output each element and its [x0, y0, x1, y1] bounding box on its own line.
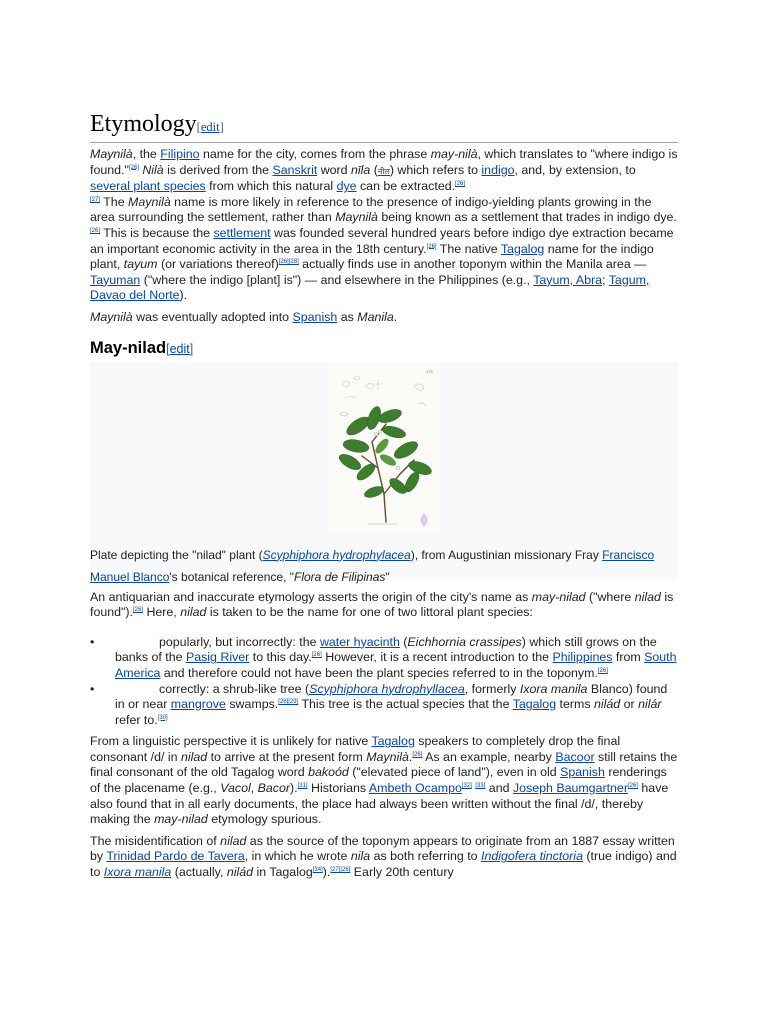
italic-text: bakoód	[308, 765, 349, 780]
italic-text: Maynilà	[128, 194, 171, 209]
svg-text:475: 475	[426, 368, 433, 374]
wiki-link[interactable]: Joseph Baumgartner	[512, 781, 628, 796]
reference-link[interactable]: [26]	[597, 667, 608, 674]
wiki-link[interactable]: Francisco Manuel Blanco	[90, 547, 655, 584]
paragraph: An antiquarian and inaccurate etymology asserts the origin of the city's name as may-nilad ("where nilad is found").[26] Here, nilad is taken to be the name for one of two littoral plant species:	[90, 589, 674, 620]
reference	[279, 259, 299, 265]
paragraph: The misidentification of nilad as the source of the toponym appears to originate from an 1887 essay written by Trinidad Pardo de Tavera, in which he wrote nila as both referring to Indigofera tinctoria (true indigo) and to Ixora manila (actually, nilád in Tagalog[34]).[27][26] Early 20th century	[90, 833, 677, 880]
italic-text: nilad	[220, 833, 247, 848]
reference	[412, 752, 422, 758]
wiki-link[interactable]: water hyacinth	[319, 634, 400, 649]
wiki-link[interactable]: Philippines	[552, 650, 613, 665]
reference	[427, 243, 437, 249]
reference	[330, 867, 350, 873]
section-title: Etymology	[90, 111, 197, 137]
reference-link[interactable]: [32]	[461, 782, 472, 789]
italic-text: nila	[350, 849, 371, 864]
reference	[313, 867, 323, 873]
list-item	[90, 635, 678, 682]
paragraph: Maynilà, the Filipino name for the city, comes from the phrase may-nilà, which translates to "where indigo is found."[26] Nilà is derived from the Sanskrit word nīla (नील) which refers to indigo, and, by extension, to several plant species from which this natural dye can be extracted.[26] [27] The Maynilà name is more likely in reference to the presence of indigo-yielding plants growing in the area surrounding the settlement, rather than Maynilà being known as a settlement that trades in indigo dye.[26] This is because the settlement was founded several hundred years before indigo dye extraction became an important economic activity in the area in the 18th century.[26] The native Tagalog name for the indigo plant, tayum (or variations thereof)[26][28] actually finds use in another toponym within the Manila area — Tayuman ("where the indigo [plant] is") — and elsewhere in the Philippines (e.g., Tayum, Abra; Tagum, Davao del Norte).	[90, 147, 678, 303]
italic-text: tayum	[123, 257, 158, 272]
wiki-link[interactable]: South America	[115, 650, 677, 680]
italic-text: Vacol	[220, 781, 251, 796]
reference-link[interactable]: [26]	[455, 181, 466, 188]
wiki-link[interactable]: Trinidad Pardo de Tavera	[106, 849, 245, 864]
italic-text: Maynilà	[90, 147, 133, 161]
wiki-link[interactable]: Scyphiphora hydrophylacea	[262, 547, 411, 562]
section-title: May-nilad	[90, 338, 167, 357]
reference-link[interactable]: [34]	[312, 866, 323, 873]
paragraph: From a linguistic perspective it is unlikely for native Tagalog speakers to completely drop the final consonant /d/ in nilad to arrive at the present form Maynilà.[26] As an example, nearby Bacoor still retains the final consonant of the old Tagalog word bakoód ("elevated piece of land"), even in old Spanish renderings of the placename (e.g., Vacol, Bacor).[31] Historians Ambeth Ocampo[32] [33] and Joseph Baumgartner[26] have also found that in all early documents, the place had always been written without the final /d/, thereby making the may-nilad etymology spurious.	[90, 734, 678, 827]
wiki-link[interactable]: Tagum, Davao del Norte	[90, 272, 650, 303]
italic-text: may-nilà	[430, 147, 478, 161]
reference-link[interactable]: [27][26]	[330, 866, 351, 873]
wiki-link[interactable]: Tagalog	[371, 734, 415, 749]
reference	[298, 783, 308, 789]
wiki-link[interactable]: Ixora manila	[103, 865, 172, 880]
paragraph: Maynilà was eventually adopted into Spanish as Manila.	[90, 309, 398, 324]
reference	[475, 783, 485, 789]
italic-text: Flora de Filipinas	[294, 569, 386, 584]
wiki-link[interactable]: Sanskrit	[272, 162, 318, 177]
italic-text: Ixora manila	[519, 681, 588, 696]
nilad-plant-illustration[interactable]	[328, 364, 440, 532]
reference	[455, 181, 465, 187]
italic-text: nīla	[351, 162, 371, 177]
italic-text: may-nilad	[531, 589, 586, 604]
wiki-link[interactable]: Tagalog	[500, 241, 545, 256]
reference	[278, 699, 298, 705]
italic-text: Maynilà	[335, 210, 378, 225]
reference	[133, 607, 143, 613]
article-content	[90, 104, 678, 887]
bullet-icon: •	[90, 634, 95, 649]
wiki-link[interactable]: Tagalog	[512, 697, 557, 712]
italic-text: nilad	[180, 605, 207, 620]
italic-text: Manila	[357, 309, 394, 324]
italic-text: nilár	[638, 697, 662, 712]
italic-text: nilád	[226, 865, 254, 880]
edit-section-etymology: [edit]	[196, 120, 224, 134]
italic-text: nilad	[634, 589, 661, 604]
italic-text: may-nilad	[154, 812, 208, 827]
reference-link[interactable]: [26]	[128, 164, 139, 171]
plant-drawing	[328, 364, 440, 532]
italic-text: Maynilà	[366, 749, 409, 764]
wiki-link[interactable]: Filipino	[160, 147, 200, 161]
reference-link[interactable]: [26]	[132, 607, 143, 613]
reference-link[interactable]: [26]	[311, 652, 322, 659]
wiki-link[interactable]: settlement	[213, 225, 271, 240]
wiki-link[interactable]: Tayuman	[90, 272, 141, 287]
reference-link[interactable]: [26]	[412, 751, 423, 758]
reference	[628, 783, 638, 789]
wiki-link[interactable]: Bacoor	[555, 749, 595, 764]
wiki-link[interactable]: mangrove	[170, 697, 226, 712]
reference-link[interactable]: [26]	[627, 782, 638, 789]
reference	[312, 652, 322, 658]
wiki-link[interactable]: Pasig River	[185, 650, 250, 665]
wiki-link[interactable]: Spanish	[560, 765, 605, 780]
plant-species-list	[90, 635, 678, 729]
italic-text: Bacor	[257, 781, 290, 796]
reference	[129, 164, 139, 170]
reference-link[interactable]: [26]	[426, 243, 437, 250]
italic-text: nilád	[593, 697, 621, 712]
wiki-link[interactable]: Spanish	[292, 309, 338, 324]
section-heading-may-nilad	[90, 338, 678, 359]
bullet-icon: •	[90, 681, 95, 696]
reference-link[interactable]: [27]	[90, 196, 101, 203]
reference	[90, 228, 100, 234]
edit-link[interactable]: edit	[200, 120, 220, 134]
italic-text: nilad	[180, 749, 208, 764]
italic-text: Maynilà	[90, 309, 133, 324]
reference-link[interactable]: [33]	[475, 782, 486, 789]
reference-link[interactable]: [26][28]	[278, 259, 299, 266]
section-heading-etymology	[90, 110, 678, 143]
wiki-link[interactable]: Tayum, Abra	[533, 272, 603, 287]
list-item-text: popularly, but incorrectly: the water hyacinth (Eichhornia crassipes) which still grows on the banks of the Pasig River to this day.[26] However, it is a recent introduction to the Philippines from South America and therefore could not have been the plant species referred to in the toponym.[26]	[115, 634, 677, 680]
image-caption: Plate depicting the "nilad" plant (Scyphiphora hydrophylacea), from Augustinian missionary Fray Francisco Manuel Blanco's botanical reference, "Flora de Filipinas"	[90, 547, 655, 584]
wiki-link[interactable]: Ambeth Ocampo	[368, 781, 462, 796]
reference-link[interactable]: [30]	[157, 714, 168, 721]
reference-link[interactable]: [26]	[90, 227, 101, 234]
reference	[598, 668, 608, 674]
italic-text: Eichhornia crassipes	[407, 634, 522, 649]
script-link[interactable]: नील	[377, 166, 390, 176]
wiki-link[interactable]: indigo	[481, 162, 515, 177]
reference	[158, 715, 168, 721]
reference	[462, 783, 472, 789]
wiki-link[interactable]: Scyphiphora hydrophyllacea	[309, 681, 465, 696]
wiki-link[interactable]: several plant species	[90, 179, 206, 194]
wiki-link[interactable]: dye	[336, 179, 357, 194]
edit-section-may-nilad: [edit]	[166, 341, 194, 356]
list-item	[90, 682, 678, 729]
reference	[90, 197, 100, 203]
wiki-link[interactable]: Indigofera tinctoria	[481, 849, 583, 864]
list-item-text: correctly: a shrub-like tree (Scyphiphora hydrophyllacea, formerly Ixora manila Blanco) found in or near mangrove swamps.[26][29] This tree is the actual species that the Tagalog terms nilád or nilár refer to.[30]	[115, 681, 668, 727]
reference-link[interactable]: [26][29]	[278, 698, 299, 705]
reference-link[interactable]: [31]	[297, 782, 308, 789]
italic-text: Nilà	[142, 162, 164, 177]
image-thumbnail	[90, 362, 678, 584]
edit-link[interactable]: edit	[169, 341, 190, 356]
